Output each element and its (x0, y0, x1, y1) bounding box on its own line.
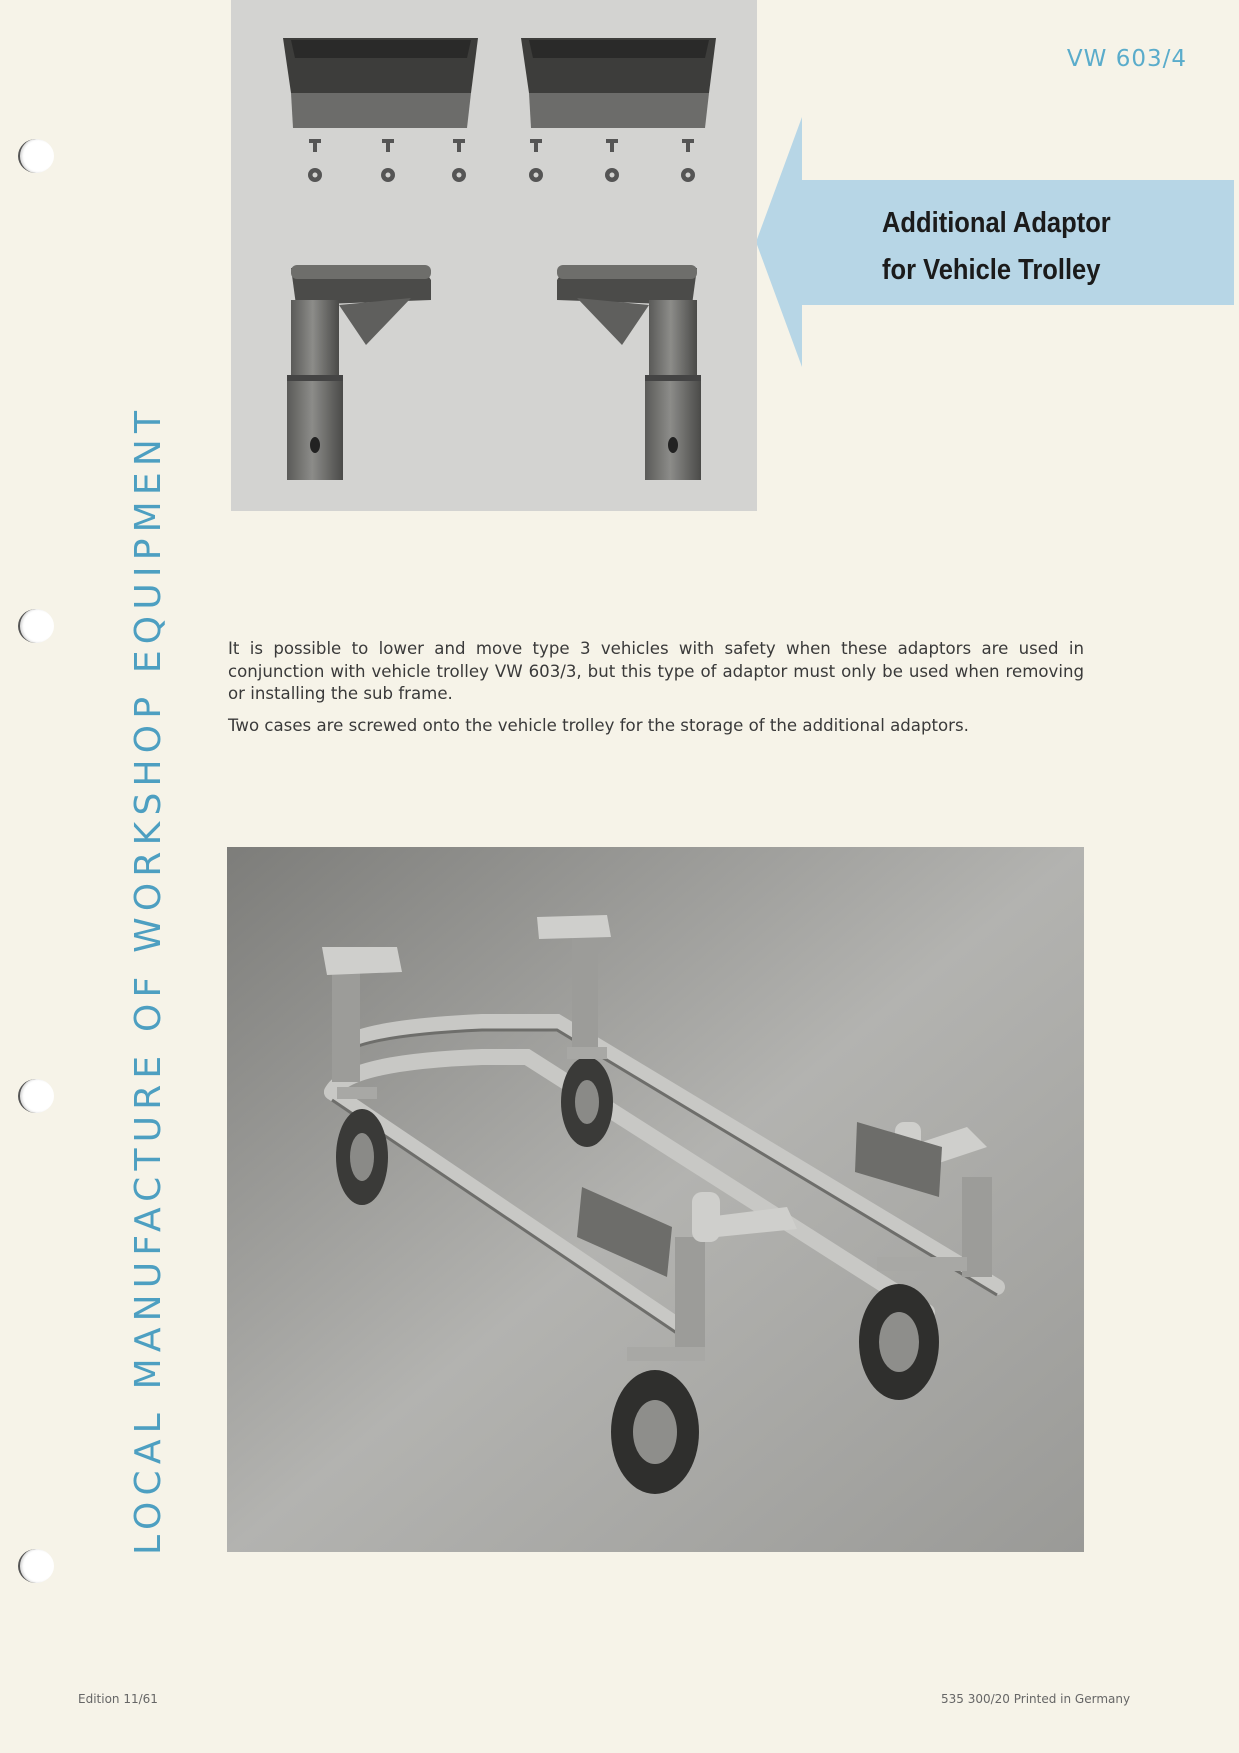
punch-hole-1 (18, 139, 54, 173)
storage-case-right (521, 38, 716, 128)
punch-hole-2 (18, 609, 54, 643)
punch-hole-3 (18, 1079, 54, 1113)
print-info: 535 300/20 Printed in Germany (941, 1692, 1131, 1706)
heading-line-1: Additional Adaptor (882, 207, 1111, 239)
heading (882, 200, 1172, 294)
vehicle-trolley-photo (227, 847, 1084, 1552)
paragraph-1: It is possible to lower and move type 3 vehicles with safety when these adaptors are used in conjunction with vehicle trolley VW 603/3, but this type of adaptor must only be used when removing or installing the sub frame. (228, 639, 1084, 703)
vehicle-trolley-illustration (227, 847, 1084, 1552)
edition-label: Edition 11/61 (78, 1692, 158, 1706)
heading-line-2: for Vehicle Trolley (882, 254, 1101, 286)
document-number: VW 603/4 (1066, 46, 1187, 72)
punch-hole-4 (18, 1549, 54, 1583)
storage-case-left (283, 38, 478, 128)
adaptor-parts-illustration (231, 0, 757, 511)
body-text (228, 638, 1084, 746)
side-title: LOCAL MANUFACTURE OF WORKSHOP EQUIPMENT (128, 404, 169, 1555)
adaptor-parts-photo (231, 0, 757, 511)
paragraph-2: Two cases are screwed onto the vehicle trolley for the storage of the additional adaptors. (228, 715, 969, 735)
